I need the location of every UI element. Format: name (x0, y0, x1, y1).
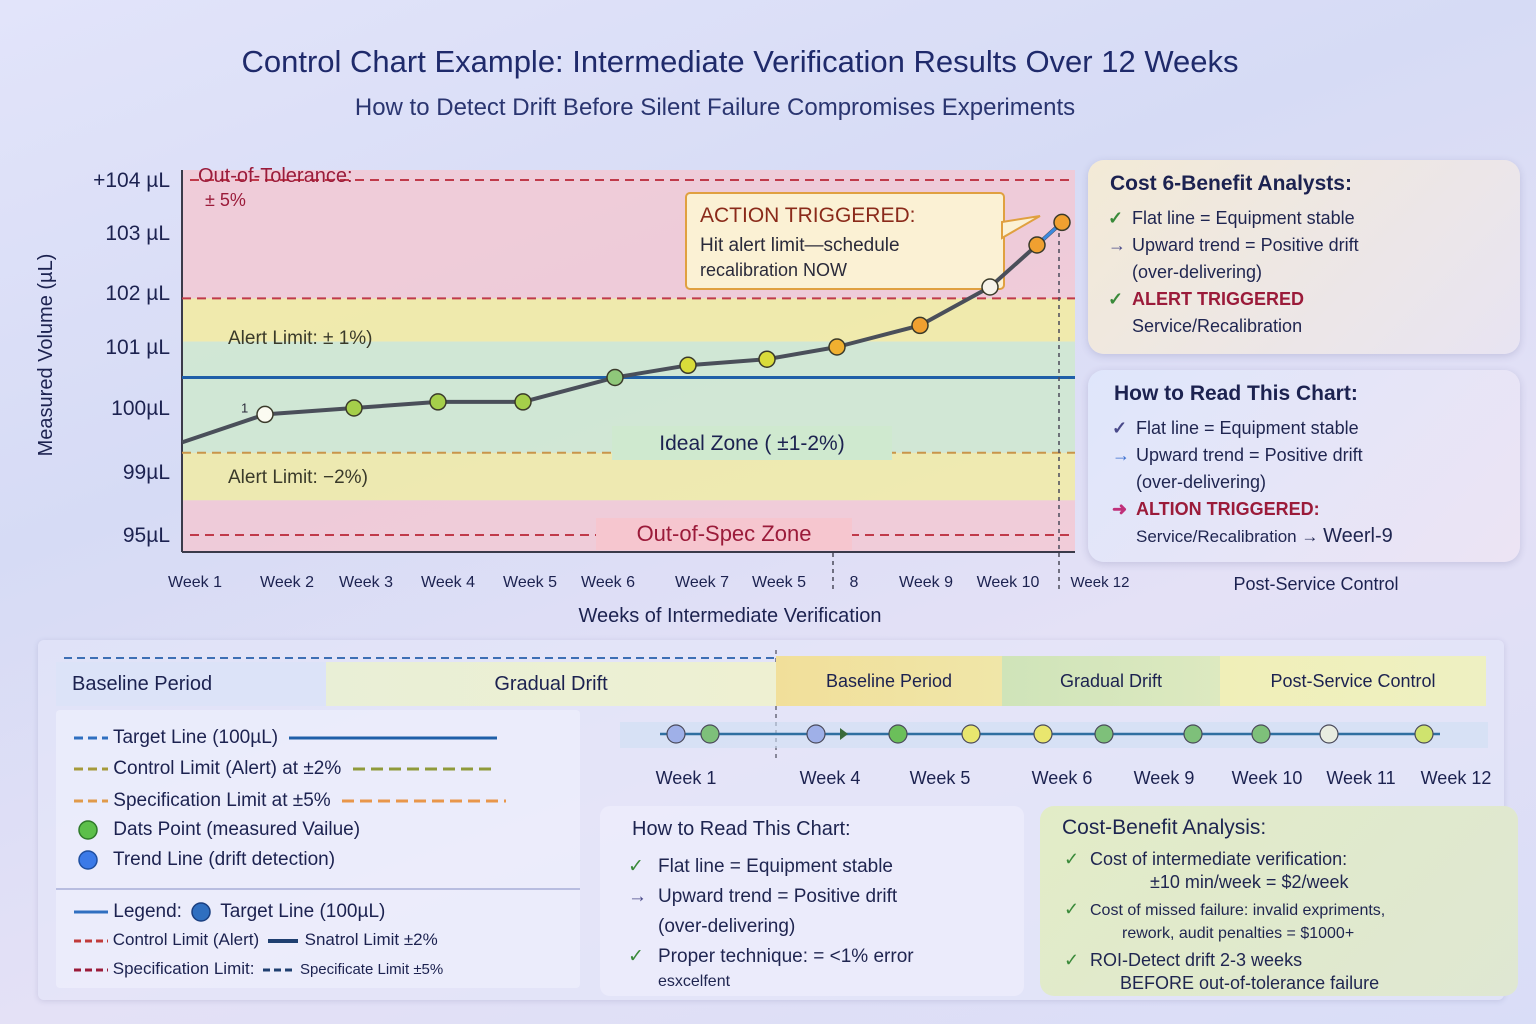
x-tick-label: Week 7 (675, 574, 729, 591)
page-subtitle: How to Detect Drift Before Silent Failure Compromises Experiments (354, 94, 1076, 121)
legend-label: Dats Point (measured Vailue) (113, 819, 361, 841)
dashed-olive-swatch (74, 766, 108, 772)
y-tick-label: 102 µL (105, 282, 170, 305)
y-tick-label: 101 µL (105, 336, 170, 359)
tolerance-value: ± 5% (205, 190, 246, 210)
timeline-dot (889, 725, 907, 743)
legend-label: Control Limit (Alert) at ±2% (113, 758, 342, 779)
band-post-service-control: Post-Service Control (1220, 656, 1486, 706)
legend-label: Target Line (100µL) (220, 901, 386, 923)
data-point (607, 370, 623, 386)
data-point (912, 317, 928, 333)
cost-bottom-line-6: BEFORE out-of-tolerance failure (1120, 973, 1380, 993)
alert-lower-label: Alert Limit: −2%) (228, 467, 368, 488)
legend-title: Legend: (113, 901, 182, 923)
timeline-dot (1320, 725, 1338, 743)
legend-data-point (74, 819, 360, 841)
check-icon: ✓ (1064, 899, 1080, 919)
cost-bottom-title: Cost-Benefit Analysis: (1062, 816, 1267, 839)
legend-label: Specification Limit at ±5% (113, 790, 331, 811)
solid-navy-swatch (264, 938, 300, 944)
timeline-dot (701, 725, 719, 743)
dashed-blue-swatch (74, 735, 108, 741)
legend-control-limit (74, 758, 491, 780)
read-panel-title: How to Read This Chart: (1114, 382, 1358, 405)
timeline-dot (807, 725, 825, 743)
callout-body-line-2: recalibration NOW (700, 260, 848, 280)
arrow-right-icon: → (628, 886, 647, 907)
callout-title: ACTION TRIGGERED: (700, 204, 916, 227)
dashed-darkred-swatch (74, 967, 108, 973)
dashed-red-swatch (74, 938, 108, 944)
x-tick-label: Week 1 (168, 574, 222, 591)
read-item-6: Weerl-9 (1323, 525, 1393, 547)
timeline-dot (1034, 725, 1052, 743)
cost-benefit-panel-bottom (1040, 806, 1518, 996)
read-bottom-line-3: (over-delivering) (658, 916, 796, 937)
cost-bottom-line-2: ±10 min/week = $2/week (1150, 872, 1349, 892)
cost-bottom-line-3: Cost of missed failure: invalid expriments, (1090, 902, 1386, 919)
x-tick-label: Week 3 (339, 574, 393, 591)
read-item-4: ALTION TRIGGERED: (1136, 499, 1320, 519)
y-axis-title: Measured Volume (µL) (35, 253, 57, 457)
x-tick-label: Week 10 (976, 574, 1040, 591)
read-bottom-line-1: Flat line = Equipment stable (658, 856, 893, 877)
how-to-read-panel-top (1088, 370, 1520, 562)
arrow-right-icon: → (1112, 445, 1130, 465)
band-gradual-drift-2: Gradual Drift (1002, 656, 1220, 706)
x-tick-label: 8 (849, 574, 859, 591)
legend-label: Control Limit (Alert) (112, 930, 260, 949)
y-tick-label: 100µL (111, 397, 170, 420)
cost-benefit-panel-top (1088, 160, 1520, 354)
timeline-dot (1252, 725, 1270, 743)
legend-label: Specification Limit: (112, 959, 255, 978)
check-icon: ✓ (1064, 950, 1080, 970)
x-tick-label: Week 12 (1070, 574, 1130, 591)
read-item-5: Service/Recalibration (1136, 527, 1297, 546)
timeline-dot (962, 725, 980, 743)
cost-item-3: (over-delivering) (1132, 262, 1263, 282)
data-point (829, 339, 845, 355)
cost-bottom-line-5: ROI-Detect drift 2-3 weeks (1090, 950, 1303, 970)
timeline-dot (1184, 725, 1202, 743)
arrow-right-icon: → (1108, 235, 1126, 255)
data-point-label: 1 (241, 400, 249, 416)
timeline-dots (600, 714, 1500, 794)
band-gradual-drift: Gradual Drift (326, 662, 776, 706)
band-baseline-period-2: Baseline Period (776, 656, 1002, 706)
legend-label: Trend Line (drift detection) (112, 849, 336, 871)
cost-bottom-line-4: rework, audit penalties = $1000+ (1122, 925, 1355, 942)
timeline-week-label: Week 11 (1326, 768, 1396, 788)
timeline-week-label: Week 1 (655, 768, 717, 788)
dashed-orange-swatch-long (336, 798, 506, 804)
dashed-navy-swatch (259, 967, 295, 973)
x-tick-label: Week 2 (260, 574, 314, 591)
x-tick-label: Week 6 (581, 574, 635, 591)
legend-row-2 (74, 930, 438, 950)
read-bottom-line-5: esxcelfent (658, 973, 731, 990)
ideal-zone-label: Ideal Zone ( ±1-2%) (659, 432, 845, 455)
data-point (759, 351, 775, 367)
check-icon: ✓ (1112, 418, 1128, 438)
legend-trend-line (74, 849, 335, 871)
y-tick-label: +104 µL (93, 169, 170, 192)
y-tick-label: 103 µL (105, 222, 170, 245)
timeline-dot (1415, 725, 1433, 743)
page-title: Control Chart Example: Intermediate Verification Results Over 12 Weeks (241, 44, 1239, 79)
data-point (680, 357, 696, 373)
blue-dot-icon (187, 901, 215, 923)
timeline-week-label: Week 4 (799, 768, 861, 788)
data-point (982, 279, 998, 295)
timeline-week-label: Week 6 (1031, 768, 1093, 788)
read-bottom-line-2: Upward trend = Positive drift (658, 886, 898, 907)
data-point (346, 400, 362, 416)
read-item-3: (over-delivering) (1136, 472, 1267, 492)
read-bottom-line-4: Proper technique: = <1% error (658, 946, 914, 967)
legend-row-1 (74, 901, 385, 923)
check-icon: ✓ (628, 856, 644, 877)
timeline-week-label: Week 12 (1420, 768, 1492, 788)
legend-spec-limit (74, 790, 506, 812)
x-axis-title: Weeks of Intermediate Verification (578, 605, 882, 627)
check-icon: ✓ (1108, 208, 1124, 228)
callout-body-line-1: Hit alert limit—schedule (700, 235, 900, 256)
tolerance-label: Out-of-Tolerance: (198, 165, 353, 187)
green-dot-icon (74, 819, 108, 841)
cost-panel-title: Cost 6-Benefit Analysts: (1110, 172, 1352, 195)
cost-item-1: Flat line = Equipment stable (1132, 208, 1355, 228)
timeline-dot (667, 725, 685, 743)
data-point (257, 406, 273, 422)
check-icon: ✓ (628, 946, 644, 967)
x-tick-label: Week 5 (752, 574, 806, 591)
y-tick-label: 99µL (122, 461, 170, 484)
cost-bottom-line-1: Cost of intermediate verification: (1090, 849, 1348, 869)
timeline-week-label: Week 5 (909, 768, 971, 788)
out-of-spec-label: Out-of-Spec Zone (636, 521, 812, 546)
legend-label: Target Line (100µL) (112, 727, 279, 748)
cost-item-4: ALERT TRIGGERED (1132, 289, 1305, 309)
legend-divider (56, 887, 580, 891)
alert-upper-label: Alert Limit: ± 1%) (228, 328, 373, 349)
timeline-week-label: Week 10 (1231, 768, 1303, 788)
legend-label: Snatrol Limit ±2% (304, 930, 438, 949)
blue-dot-icon (74, 849, 108, 871)
read-item-2: Upward trend = Positive drift (1136, 445, 1363, 465)
y-tick-label: 95µL (122, 524, 170, 547)
arrow-small-icon: → (1301, 527, 1319, 546)
data-point (1054, 214, 1070, 230)
check-icon: ✓ (1108, 289, 1124, 309)
data-point (1029, 237, 1045, 253)
band-baseline-period: Baseline Period (56, 662, 326, 706)
x-tick-label: Week 4 (421, 574, 475, 591)
timeline-week-label: Week 9 (1133, 768, 1195, 788)
pink-arrow-icon: ➜ (1112, 499, 1128, 519)
dashed-orange-swatch (74, 798, 108, 804)
cost-item-2: Upward trend = Positive drift (1132, 235, 1359, 255)
legend-row-3 (74, 959, 443, 979)
dashed-olive-swatch-long (347, 766, 491, 772)
x-tick-label: Week 5 (503, 574, 557, 591)
how-to-read-panel-bottom (600, 806, 1024, 996)
solid-blue-swatch-short (74, 909, 108, 915)
solid-blue-swatch (283, 735, 497, 741)
read-bottom-title: How to Read This Chart: (632, 818, 851, 840)
check-icon: ✓ (1064, 849, 1080, 869)
cost-item-5: Service/Recalibration (1132, 316, 1303, 336)
legend-target-line (74, 727, 497, 749)
legend-label: Specificate Limit ±5% (299, 961, 444, 978)
data-point (430, 394, 446, 410)
timeline-dot (1095, 725, 1113, 743)
x-extra-label: Post-Service Control (1233, 574, 1399, 594)
read-item-1: Flat line = Equipment stable (1136, 418, 1359, 438)
x-tick-label: Week 9 (899, 574, 953, 591)
data-point (515, 394, 531, 410)
